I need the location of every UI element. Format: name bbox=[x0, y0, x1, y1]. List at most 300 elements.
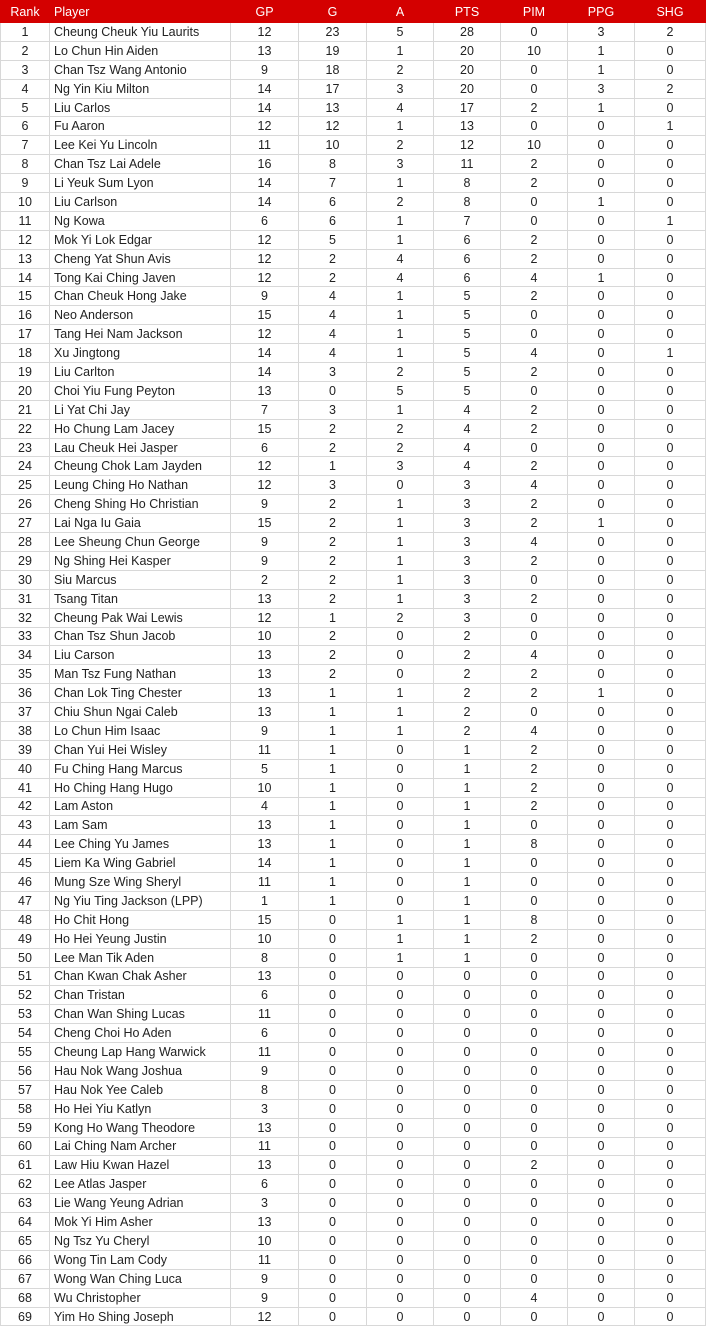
cell-gp: 3 bbox=[231, 1194, 299, 1213]
cell-a: 1 bbox=[367, 400, 434, 419]
cell-a: 1 bbox=[367, 495, 434, 514]
cell-pts: 3 bbox=[434, 570, 501, 589]
cell-ppg: 0 bbox=[568, 589, 635, 608]
cell-a: 0 bbox=[367, 1307, 434, 1326]
cell-pim: 4 bbox=[501, 1288, 568, 1307]
cell-a: 0 bbox=[367, 1118, 434, 1137]
cell-ppg: 0 bbox=[568, 174, 635, 193]
cell-player: Liu Carlos bbox=[50, 98, 231, 117]
table-row bbox=[1, 268, 706, 287]
cell-pim: 0 bbox=[501, 1232, 568, 1251]
cell-pts: 0 bbox=[434, 1080, 501, 1099]
cell-pim: 0 bbox=[501, 967, 568, 986]
cell-a: 2 bbox=[367, 363, 434, 382]
cell-pim: 4 bbox=[501, 476, 568, 495]
cell-gp: 8 bbox=[231, 948, 299, 967]
cell-gp: 12 bbox=[231, 325, 299, 344]
cell-a: 0 bbox=[367, 1175, 434, 1194]
cell-player: Lee Ching Yu James bbox=[50, 835, 231, 854]
cell-ppg: 1 bbox=[568, 41, 635, 60]
cell-gp: 12 bbox=[231, 608, 299, 627]
table-row bbox=[1, 1099, 706, 1118]
cell-pim: 2 bbox=[501, 419, 568, 438]
cell-shg: 0 bbox=[635, 891, 706, 910]
cell-ppg: 1 bbox=[568, 514, 635, 533]
cell-g: 0 bbox=[299, 1288, 367, 1307]
cell-rank: 31 bbox=[1, 589, 50, 608]
cell-shg: 0 bbox=[635, 325, 706, 344]
cell-ppg: 0 bbox=[568, 344, 635, 363]
table-row bbox=[1, 1156, 706, 1175]
cell-gp: 11 bbox=[231, 1137, 299, 1156]
cell-shg: 2 bbox=[635, 23, 706, 42]
cell-shg: 0 bbox=[635, 646, 706, 665]
cell-a: 1 bbox=[367, 325, 434, 344]
cell-pts: 2 bbox=[434, 703, 501, 722]
cell-rank: 26 bbox=[1, 495, 50, 514]
cell-g: 18 bbox=[299, 60, 367, 79]
cell-pim: 2 bbox=[501, 400, 568, 419]
cell-player: Chiu Shun Ngai Caleb bbox=[50, 703, 231, 722]
cell-a: 0 bbox=[367, 816, 434, 835]
cell-shg: 0 bbox=[635, 1137, 706, 1156]
cell-a: 4 bbox=[367, 268, 434, 287]
cell-ppg: 0 bbox=[568, 570, 635, 589]
cell-pim: 2 bbox=[501, 929, 568, 948]
cell-a: 1 bbox=[367, 684, 434, 703]
cell-pts: 2 bbox=[434, 721, 501, 740]
cell-player: Hau Nok Wang Joshua bbox=[50, 1061, 231, 1080]
cell-rank: 51 bbox=[1, 967, 50, 986]
table-row bbox=[1, 230, 706, 249]
cell-ppg: 0 bbox=[568, 627, 635, 646]
cell-rank: 66 bbox=[1, 1250, 50, 1269]
cell-pim: 4 bbox=[501, 344, 568, 363]
cell-g: 0 bbox=[299, 1005, 367, 1024]
cell-player: Liu Carlton bbox=[50, 363, 231, 382]
cell-pts: 0 bbox=[434, 1043, 501, 1062]
cell-a: 4 bbox=[367, 98, 434, 117]
cell-pim: 0 bbox=[501, 60, 568, 79]
cell-pts: 0 bbox=[434, 1024, 501, 1043]
column-header-pts[interactable]: PTS bbox=[434, 1, 501, 23]
table-row bbox=[1, 476, 706, 495]
table-row bbox=[1, 1137, 706, 1156]
table-row bbox=[1, 41, 706, 60]
cell-rank: 37 bbox=[1, 703, 50, 722]
cell-player: Chan Yui Hei Wisley bbox=[50, 740, 231, 759]
cell-player: Liu Carlson bbox=[50, 193, 231, 212]
cell-pts: 0 bbox=[434, 1213, 501, 1232]
cell-pim: 0 bbox=[501, 23, 568, 42]
cell-ppg: 0 bbox=[568, 665, 635, 684]
cell-pts: 5 bbox=[434, 306, 501, 325]
table-row bbox=[1, 1288, 706, 1307]
cell-g: 1 bbox=[299, 457, 367, 476]
cell-ppg: 0 bbox=[568, 363, 635, 382]
cell-ppg: 0 bbox=[568, 533, 635, 552]
cell-player: Chan Cheuk Hong Jake bbox=[50, 287, 231, 306]
cell-shg: 0 bbox=[635, 721, 706, 740]
cell-pim: 0 bbox=[501, 1194, 568, 1213]
cell-rank: 53 bbox=[1, 1005, 50, 1024]
cell-player: Yim Ho Shing Joseph bbox=[50, 1307, 231, 1326]
cell-shg: 0 bbox=[635, 986, 706, 1005]
cell-pim: 0 bbox=[501, 1080, 568, 1099]
table-row bbox=[1, 1307, 706, 1326]
cell-rank: 17 bbox=[1, 325, 50, 344]
cell-gp: 13 bbox=[231, 589, 299, 608]
cell-pts: 1 bbox=[434, 759, 501, 778]
cell-a: 0 bbox=[367, 778, 434, 797]
cell-pts: 0 bbox=[434, 1194, 501, 1213]
cell-rank: 3 bbox=[1, 60, 50, 79]
cell-shg: 2 bbox=[635, 79, 706, 98]
cell-pim: 0 bbox=[501, 854, 568, 873]
cell-g: 0 bbox=[299, 910, 367, 929]
cell-g: 1 bbox=[299, 684, 367, 703]
cell-rank: 7 bbox=[1, 136, 50, 155]
cell-player: Tong Kai Ching Javen bbox=[50, 268, 231, 287]
cell-pim: 0 bbox=[501, 1099, 568, 1118]
cell-pts: 5 bbox=[434, 381, 501, 400]
cell-player: Cheung Chok Lam Jayden bbox=[50, 457, 231, 476]
cell-rank: 19 bbox=[1, 363, 50, 382]
cell-g: 1 bbox=[299, 778, 367, 797]
cell-a: 0 bbox=[367, 740, 434, 759]
table-row bbox=[1, 1024, 706, 1043]
cell-gp: 14 bbox=[231, 193, 299, 212]
cell-a: 1 bbox=[367, 589, 434, 608]
cell-ppg: 0 bbox=[568, 419, 635, 438]
cell-pts: 3 bbox=[434, 533, 501, 552]
cell-pim: 10 bbox=[501, 41, 568, 60]
cell-g: 0 bbox=[299, 1175, 367, 1194]
cell-pts: 0 bbox=[434, 1061, 501, 1080]
cell-pts: 0 bbox=[434, 1307, 501, 1326]
cell-gp: 12 bbox=[231, 117, 299, 136]
cell-a: 0 bbox=[367, 967, 434, 986]
cell-rank: 58 bbox=[1, 1099, 50, 1118]
cell-ppg: 0 bbox=[568, 1118, 635, 1137]
cell-ppg: 0 bbox=[568, 551, 635, 570]
table-row bbox=[1, 665, 706, 684]
cell-g: 5 bbox=[299, 230, 367, 249]
cell-g: 1 bbox=[299, 891, 367, 910]
cell-g: 23 bbox=[299, 23, 367, 42]
cell-a: 0 bbox=[367, 1005, 434, 1024]
cell-player: Mok Yi Lok Edgar bbox=[50, 230, 231, 249]
cell-player: Lee Atlas Jasper bbox=[50, 1175, 231, 1194]
cell-shg: 0 bbox=[635, 684, 706, 703]
cell-pim: 0 bbox=[501, 438, 568, 457]
cell-gp: 16 bbox=[231, 155, 299, 174]
cell-shg: 0 bbox=[635, 136, 706, 155]
cell-pim: 4 bbox=[501, 721, 568, 740]
cell-pim: 0 bbox=[501, 873, 568, 892]
cell-shg: 0 bbox=[635, 230, 706, 249]
cell-a: 1 bbox=[367, 117, 434, 136]
cell-shg: 0 bbox=[635, 740, 706, 759]
cell-pim: 0 bbox=[501, 986, 568, 1005]
cell-rank: 48 bbox=[1, 910, 50, 929]
table-row bbox=[1, 136, 706, 155]
column-header-shg[interactable]: SHG bbox=[635, 1, 706, 23]
cell-pts: 28 bbox=[434, 23, 501, 42]
cell-pim: 0 bbox=[501, 1213, 568, 1232]
cell-player: Chan Wan Shing Lucas bbox=[50, 1005, 231, 1024]
cell-pim: 0 bbox=[501, 1005, 568, 1024]
column-header-gp[interactable]: GP bbox=[231, 1, 299, 23]
cell-g: 2 bbox=[299, 249, 367, 268]
cell-player: Lam Aston bbox=[50, 797, 231, 816]
cell-shg: 0 bbox=[635, 551, 706, 570]
cell-shg: 0 bbox=[635, 438, 706, 457]
cell-ppg: 0 bbox=[568, 1213, 635, 1232]
cell-player: Ho Hei Yeung Justin bbox=[50, 929, 231, 948]
cell-ppg: 0 bbox=[568, 1250, 635, 1269]
cell-a: 0 bbox=[367, 1250, 434, 1269]
cell-pim: 2 bbox=[501, 249, 568, 268]
cell-ppg: 0 bbox=[568, 1307, 635, 1326]
cell-pim: 0 bbox=[501, 1137, 568, 1156]
cell-player: Lie Wang Yeung Adrian bbox=[50, 1194, 231, 1213]
cell-player: Lai Ching Nam Archer bbox=[50, 1137, 231, 1156]
cell-a: 0 bbox=[367, 1156, 434, 1175]
column-header-a[interactable]: A bbox=[367, 1, 434, 23]
table-row bbox=[1, 400, 706, 419]
cell-pim: 2 bbox=[501, 797, 568, 816]
cell-rank: 12 bbox=[1, 230, 50, 249]
cell-shg: 0 bbox=[635, 1099, 706, 1118]
cell-g: 0 bbox=[299, 967, 367, 986]
cell-rank: 47 bbox=[1, 891, 50, 910]
cell-gp: 6 bbox=[231, 986, 299, 1005]
cell-gp: 12 bbox=[231, 476, 299, 495]
cell-a: 1 bbox=[367, 306, 434, 325]
cell-gp: 11 bbox=[231, 1005, 299, 1024]
cell-pim: 0 bbox=[501, 608, 568, 627]
cell-player: Fu Aaron bbox=[50, 117, 231, 136]
cell-pim: 2 bbox=[501, 778, 568, 797]
cell-pts: 8 bbox=[434, 174, 501, 193]
cell-a: 1 bbox=[367, 230, 434, 249]
table-row bbox=[1, 514, 706, 533]
cell-rank: 52 bbox=[1, 986, 50, 1005]
cell-g: 1 bbox=[299, 703, 367, 722]
column-header-rank[interactable]: Rank bbox=[1, 1, 50, 23]
cell-a: 0 bbox=[367, 797, 434, 816]
cell-shg: 0 bbox=[635, 854, 706, 873]
cell-g: 1 bbox=[299, 835, 367, 854]
cell-pts: 5 bbox=[434, 287, 501, 306]
cell-player: Ho Hei Yiu Katlyn bbox=[50, 1099, 231, 1118]
cell-a: 1 bbox=[367, 721, 434, 740]
cell-gp: 6 bbox=[231, 1175, 299, 1194]
cell-shg: 0 bbox=[635, 1005, 706, 1024]
table-row bbox=[1, 1005, 706, 1024]
cell-shg: 0 bbox=[635, 1213, 706, 1232]
cell-pts: 11 bbox=[434, 155, 501, 174]
cell-shg: 0 bbox=[635, 60, 706, 79]
cell-gp: 2 bbox=[231, 570, 299, 589]
cell-pts: 0 bbox=[434, 1250, 501, 1269]
cell-pts: 0 bbox=[434, 1156, 501, 1175]
cell-pts: 1 bbox=[434, 929, 501, 948]
cell-gp: 11 bbox=[231, 873, 299, 892]
cell-pts: 1 bbox=[434, 778, 501, 797]
cell-player: Lo Chun Him Isaac bbox=[50, 721, 231, 740]
column-header-ppg[interactable]: PPG bbox=[568, 1, 635, 23]
cell-shg: 0 bbox=[635, 703, 706, 722]
cell-player: Ng Yiu Ting Jackson (LPP) bbox=[50, 891, 231, 910]
cell-gp: 5 bbox=[231, 759, 299, 778]
cell-pim: 2 bbox=[501, 363, 568, 382]
cell-rank: 69 bbox=[1, 1307, 50, 1326]
cell-g: 2 bbox=[299, 627, 367, 646]
cell-rank: 30 bbox=[1, 570, 50, 589]
column-header-g[interactable]: G bbox=[299, 1, 367, 23]
table-row bbox=[1, 193, 706, 212]
cell-ppg: 0 bbox=[568, 910, 635, 929]
column-header-pim[interactable]: PIM bbox=[501, 1, 568, 23]
cell-ppg: 0 bbox=[568, 1043, 635, 1062]
cell-rank: 6 bbox=[1, 117, 50, 136]
cell-player: Tsang Titan bbox=[50, 589, 231, 608]
cell-pim: 0 bbox=[501, 948, 568, 967]
cell-pts: 1 bbox=[434, 854, 501, 873]
cell-ppg: 3 bbox=[568, 23, 635, 42]
cell-gp: 13 bbox=[231, 967, 299, 986]
cell-g: 3 bbox=[299, 400, 367, 419]
cell-shg: 0 bbox=[635, 400, 706, 419]
table-header bbox=[1, 1, 706, 23]
cell-gp: 12 bbox=[231, 23, 299, 42]
cell-player: Li Yat Chi Jay bbox=[50, 400, 231, 419]
cell-rank: 67 bbox=[1, 1269, 50, 1288]
cell-pim: 0 bbox=[501, 211, 568, 230]
cell-player: Leung Ching Ho Nathan bbox=[50, 476, 231, 495]
cell-g: 4 bbox=[299, 325, 367, 344]
cell-player: Chan Lok Ting Chester bbox=[50, 684, 231, 703]
cell-player: Ho Chung Lam Jacey bbox=[50, 419, 231, 438]
cell-g: 1 bbox=[299, 759, 367, 778]
cell-rank: 10 bbox=[1, 193, 50, 212]
cell-g: 0 bbox=[299, 948, 367, 967]
cell-shg: 0 bbox=[635, 948, 706, 967]
cell-pim: 0 bbox=[501, 1061, 568, 1080]
cell-ppg: 0 bbox=[568, 306, 635, 325]
cell-g: 1 bbox=[299, 608, 367, 627]
table-row bbox=[1, 891, 706, 910]
cell-rank: 13 bbox=[1, 249, 50, 268]
cell-pim: 0 bbox=[501, 1269, 568, 1288]
cell-pim: 0 bbox=[501, 1043, 568, 1062]
cell-pts: 0 bbox=[434, 1175, 501, 1194]
cell-gp: 6 bbox=[231, 438, 299, 457]
cell-g: 4 bbox=[299, 344, 367, 363]
cell-pts: 4 bbox=[434, 438, 501, 457]
cell-pim: 4 bbox=[501, 268, 568, 287]
cell-a: 0 bbox=[367, 1043, 434, 1062]
table-row bbox=[1, 627, 706, 646]
table-row bbox=[1, 1061, 706, 1080]
cell-player: Ng Kowa bbox=[50, 211, 231, 230]
cell-a: 0 bbox=[367, 1269, 434, 1288]
cell-pts: 2 bbox=[434, 665, 501, 684]
table-row bbox=[1, 873, 706, 892]
table-row bbox=[1, 1080, 706, 1099]
cell-g: 0 bbox=[299, 986, 367, 1005]
cell-gp: 11 bbox=[231, 740, 299, 759]
cell-gp: 15 bbox=[231, 419, 299, 438]
table-row bbox=[1, 910, 706, 929]
table-row bbox=[1, 287, 706, 306]
cell-g: 0 bbox=[299, 1156, 367, 1175]
table-row bbox=[1, 721, 706, 740]
cell-shg: 0 bbox=[635, 1024, 706, 1043]
cell-pim: 2 bbox=[501, 155, 568, 174]
cell-gp: 12 bbox=[231, 457, 299, 476]
cell-pim: 2 bbox=[501, 230, 568, 249]
cell-ppg: 0 bbox=[568, 703, 635, 722]
cell-ppg: 0 bbox=[568, 1005, 635, 1024]
cell-player: Cheng Yat Shun Avis bbox=[50, 249, 231, 268]
cell-g: 0 bbox=[299, 1024, 367, 1043]
cell-shg: 0 bbox=[635, 608, 706, 627]
cell-pts: 7 bbox=[434, 211, 501, 230]
cell-g: 2 bbox=[299, 589, 367, 608]
cell-a: 0 bbox=[367, 476, 434, 495]
table-row bbox=[1, 816, 706, 835]
table-row bbox=[1, 778, 706, 797]
cell-a: 0 bbox=[367, 759, 434, 778]
cell-a: 0 bbox=[367, 1137, 434, 1156]
cell-pts: 17 bbox=[434, 98, 501, 117]
cell-pim: 0 bbox=[501, 891, 568, 910]
cell-pts: 8 bbox=[434, 193, 501, 212]
table-row bbox=[1, 457, 706, 476]
cell-pim: 0 bbox=[501, 306, 568, 325]
cell-pts: 2 bbox=[434, 627, 501, 646]
cell-a: 1 bbox=[367, 41, 434, 60]
cell-pim: 0 bbox=[501, 1175, 568, 1194]
cell-rank: 55 bbox=[1, 1043, 50, 1062]
cell-pim: 8 bbox=[501, 910, 568, 929]
cell-player: Hau Nok Yee Caleb bbox=[50, 1080, 231, 1099]
column-header-player[interactable]: Player bbox=[50, 1, 231, 23]
cell-pts: 1 bbox=[434, 797, 501, 816]
cell-rank: 23 bbox=[1, 438, 50, 457]
cell-pts: 0 bbox=[434, 1005, 501, 1024]
table-row bbox=[1, 344, 706, 363]
table-row bbox=[1, 1194, 706, 1213]
cell-g: 3 bbox=[299, 476, 367, 495]
cell-rank: 33 bbox=[1, 627, 50, 646]
cell-pim: 2 bbox=[501, 287, 568, 306]
cell-rank: 39 bbox=[1, 740, 50, 759]
cell-pim: 2 bbox=[501, 495, 568, 514]
cell-pim: 0 bbox=[501, 325, 568, 344]
cell-g: 0 bbox=[299, 1137, 367, 1156]
cell-rank: 21 bbox=[1, 400, 50, 419]
cell-player: Wong Tin Lam Cody bbox=[50, 1250, 231, 1269]
cell-pts: 5 bbox=[434, 325, 501, 344]
cell-rank: 18 bbox=[1, 344, 50, 363]
cell-gp: 15 bbox=[231, 910, 299, 929]
cell-rank: 63 bbox=[1, 1194, 50, 1213]
cell-gp: 9 bbox=[231, 1269, 299, 1288]
